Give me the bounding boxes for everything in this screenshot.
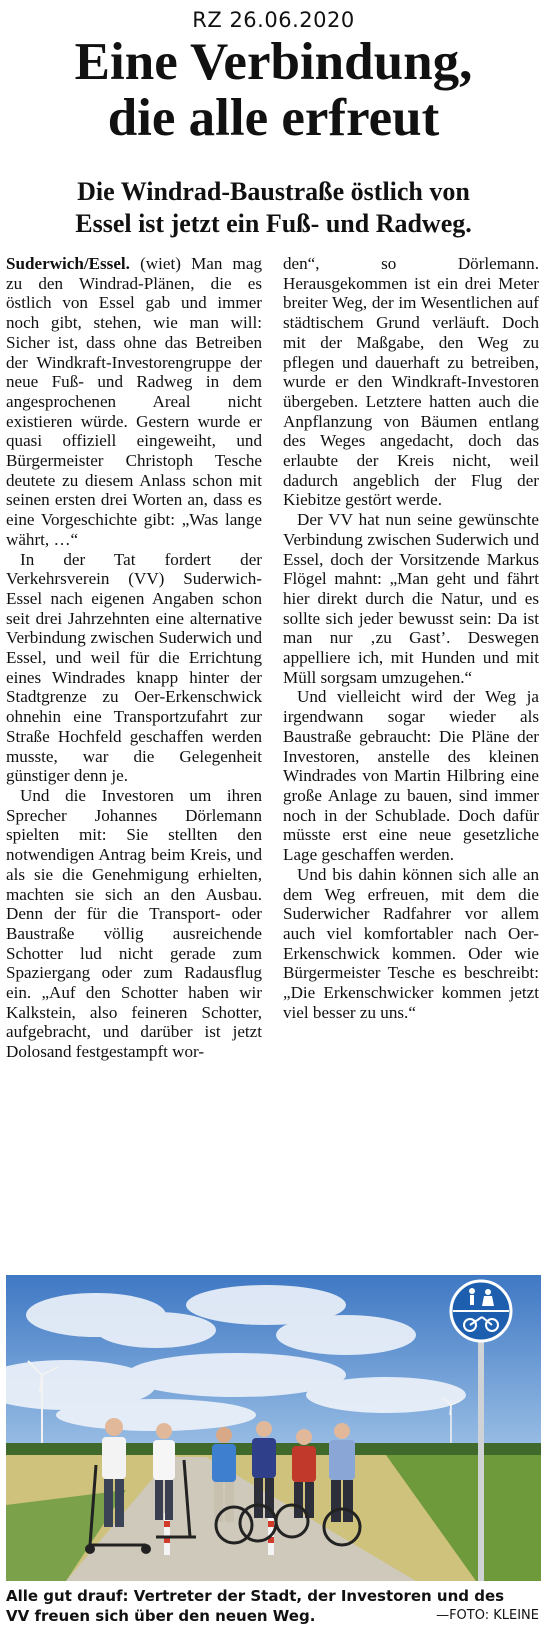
subheadline [0, 176, 547, 240]
article-column-left [6, 254, 262, 1062]
article-paragraph: In der Tat fordert der Verkehrsverein (VV) Suderwich-Essel nach eigenen Angaben schon seit drei Jahrzehnten eine alternative Verbindung zwischen Suderwich und Essel, und weil für die Errichtung eines Windrades knapp hinter der Stadtgrenze zu Oer-Erkenschwick ohnehin eine Transportzufahrt zur Straße Hochfeld geschaffen werden musste, war die Gelegenheit günstiger denn je. [6, 549, 262, 786]
article-body [6, 254, 539, 1274]
photo-credit: —FOTO: KLEINE [436, 1608, 539, 1623]
article-paragraph [6, 254, 262, 550]
article-text: (wiet) Man mag zu den Windrad-Plänen, die es östlich von Essel gab und immer noch gibt, stehen, wie man will: Sicher ist, dass ohne das Betreiben der Windkraft-Investorengruppe der neue Fuß- und Radweg in dem angesprochenen Areal nicht existieren würde. Gestern wurde er quasi offiziell eingeweiht, und Bürgermeister Christoph Tesche deutete zu diesem Anlass schon mit seinen ersten drei Worten an, dass es eine Vorgeschichte gibt: „Was lange währt, …“ [6, 254, 262, 549]
photo-illustration [6, 1275, 541, 1581]
caption-line: VV freuen sich über den neuen Weg. [6, 1607, 316, 1625]
subheadline-line: Die Windrad-Baustraße östlich von [77, 177, 470, 206]
article-column-right [283, 254, 539, 1022]
article-paragraph: Und bis dahin können sich alle an dem Weg erfreuen, mit dem die Suderwicher Radfahrer vor allem auch viel komfortabler nach Oer-Erkenschwick kommen. Oder wie Bürgermeister Tesche es beschreibt: „Die Erkenschwicker kommen jetzt viel besser zu uns.“ [283, 864, 539, 1022]
article-paragraph: Und vielleicht wird der Weg ja irgendwann sogar wieder als Baustraße gebraucht: Die Pläne der Investoren, anstelle des kleinen Windrades von Martin Hilbring eine große Anlage zu bauen, sind immer noch in der Schublade. Doch dafür müsste erst eine neue gesetzliche Lage geschaffen werden. [283, 687, 539, 865]
dateline: RZ 26.06.2020 [192, 8, 355, 32]
headline-line: die alle erfreut [107, 89, 440, 147]
headline [0, 34, 547, 146]
caption-line: Alle gut drauf: Vertreter der Stadt, der Investoren und des [6, 1587, 505, 1605]
subheadline-line: Essel ist jetzt ein Fuß- und Radweg. [75, 209, 472, 238]
headline-line: Eine Verbindung, [74, 33, 473, 91]
article-location: Suderwich/Essel. [6, 254, 130, 273]
article-paragraph: Und die Investoren um ihren Sprecher Johannes Dörlemann spielten mit: Sie stellten den notwendigen Antrag beim Kreis, und als sie die Genehmigung erhielten, machten sie sich an den Ausbau. Denn der für die Transport- oder Baustraße völlig ausreichende Schotter lud nicht gerade zum Spaziergang oder zum Radausflug ein. „Auf den Schotter haben wir Kalkstein, also feineren Schotter, aufgebracht, und darüber ist jetzt Dolosand festgestampft wor- [6, 785, 262, 1062]
article-paragraph: den“, so Dörlemann. Herausgekommen ist ein drei Meter breiter Weg, der im Wesentlichen auf städtischem Grund verläuft. Doch mit der Maßgabe, den Weg zu pflegen und dauerhaft zu betreiben, wurde er den Windkraft-Investoren übergeben. Letztere hatten auch die Anpflanzung von Bäumen entlang des Weges angedacht, doch das erlaubte der Kreis nicht, weil dadurch angeblich der Flug der Kiebitze gestört werde. [283, 254, 539, 510]
article-photo [6, 1275, 541, 1581]
article-paragraph: Der VV hat nun seine gewünschte Verbindung zwischen Suderwich und Essel, doch der Vorsitzende Markus Flögel mahnt: „Man geht und fährt hier direkt durch die Natur, und es sollte sich jeder bewusst sein: Da ist man nur ‚zu Gast’. Deswegen appelliere ich, mit Hunden und mit Müll sorgsam umzugehen.“ [283, 510, 539, 687]
